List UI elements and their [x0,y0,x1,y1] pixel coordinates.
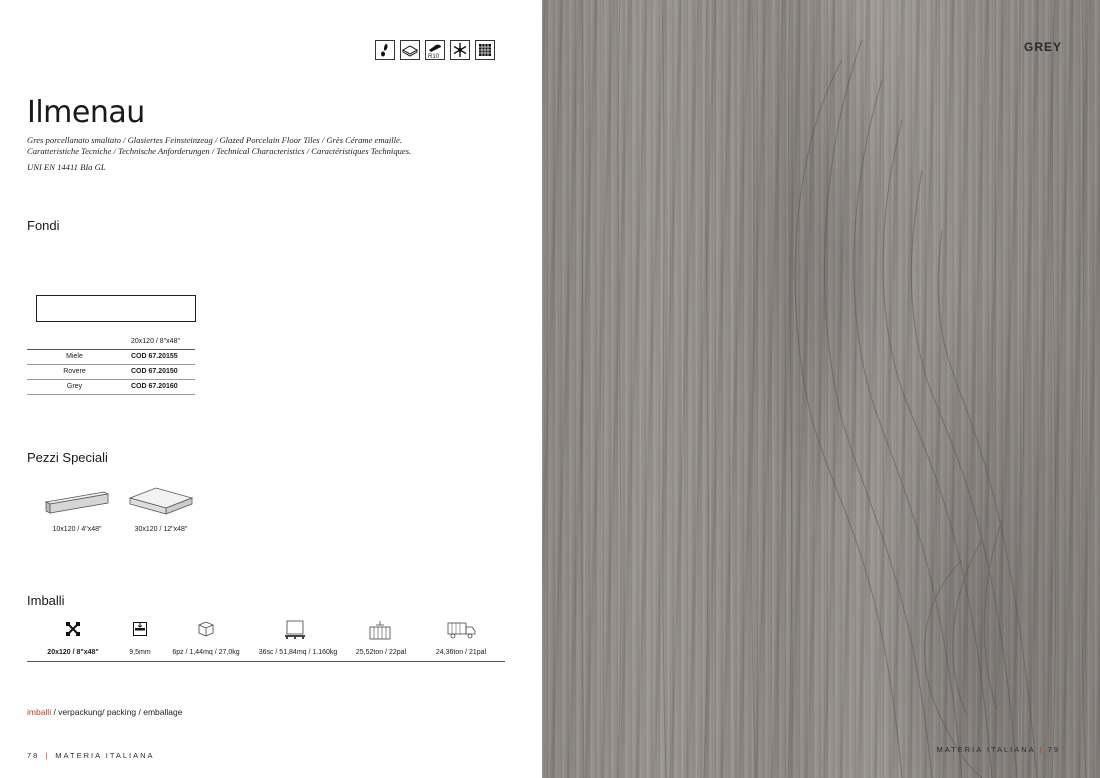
fondi-size-header: 20x120 / 8"x48" [27,335,195,350]
imballi-value: 6pz / 1,44mq / 27,0kg [172,649,240,656]
color-name: Grey [66,383,83,390]
table-row [27,350,195,365]
pezzo-label: 10x120 / 4"x48" [52,526,102,533]
wood-texture-panel [542,0,1100,778]
imballi-heading: Imballi [27,593,65,608]
fondi-heading: Fondi [27,218,60,233]
truck-icon [447,620,477,640]
feature-icons [375,40,495,60]
tile-icon [400,40,420,60]
r10-slip-icon [425,40,445,60]
packing-legend [27,707,182,717]
left-page [0,0,542,778]
footer-brand: MATERIA ITALIANA [55,751,155,760]
packing-legend-rest: / verpackung/ packing / emballage [51,707,183,717]
table-row [27,365,195,380]
r10-label: R10 [428,54,440,60]
thickness-icon [131,620,149,638]
color-name: Miele [66,353,83,360]
imballi-value: 25,52ton / 22pal [355,649,407,656]
subtitle-line-1: Gres porcellanato smaltato / Glasiertes Feinsteinzeug / Glazed Porcelain Floor Tiles / Grès Cérame emaille. [27,135,402,145]
product-subtitle [27,135,507,157]
pezzo-item [121,484,201,533]
color-code: COD 67.20160 [131,383,178,390]
imballi-value: 36sc / 51,84mq / 1.160kg [258,649,338,656]
wood-grain-texture [542,0,1100,778]
swatch-box [36,295,196,322]
footer-left [27,751,155,760]
imballi-value: 9,5mm [129,649,151,656]
color-name-label: GREY [1023,40,1062,54]
container-icon [368,620,392,642]
color-name: Rovere [63,368,86,375]
page-number: 78 [27,751,40,760]
table-row [27,380,195,395]
pallet-icon [284,620,306,640]
imballi-row [27,620,505,656]
color-code: COD 67.20155 [131,353,178,360]
imballi-value: 24,36ton / 21pal [435,649,487,656]
product-title: Ilmenau [27,95,145,130]
frost-icon [450,40,470,60]
format-arrows-icon [64,620,82,638]
imballi-values [27,648,505,662]
footer-separator: | [45,751,50,760]
box-icon [197,620,215,638]
pezzo-item [37,484,117,533]
packing-legend-highlight: imballi [27,707,52,717]
step-tread-icon [126,484,196,522]
imballi-icons [27,620,505,644]
footer-separator: | [1039,745,1044,754]
footer-right [936,745,1060,754]
page-number: 79 [1047,745,1060,754]
subtitle-line-2: Caratteristiche Tecniche / Technische Anforderungen / Technical Characteristics / Caractéristiques Techniques. [27,146,412,156]
footer-brand: MATERIA ITALIANA [936,745,1036,754]
grid-icon [475,40,495,60]
footprint-icon [375,40,395,60]
fondi-table [27,335,195,395]
skirting-icon [42,484,112,522]
color-code: COD 67.20150 [131,368,178,375]
pezzo-label: 30x120 / 12"x48" [134,526,188,533]
imballi-value: 20x120 / 8"x48" [47,649,99,656]
norm-standard: UNI EN 14411 BIa GL [27,162,106,172]
pezzi-speciali-heading: Pezzi Speciali [27,450,108,465]
